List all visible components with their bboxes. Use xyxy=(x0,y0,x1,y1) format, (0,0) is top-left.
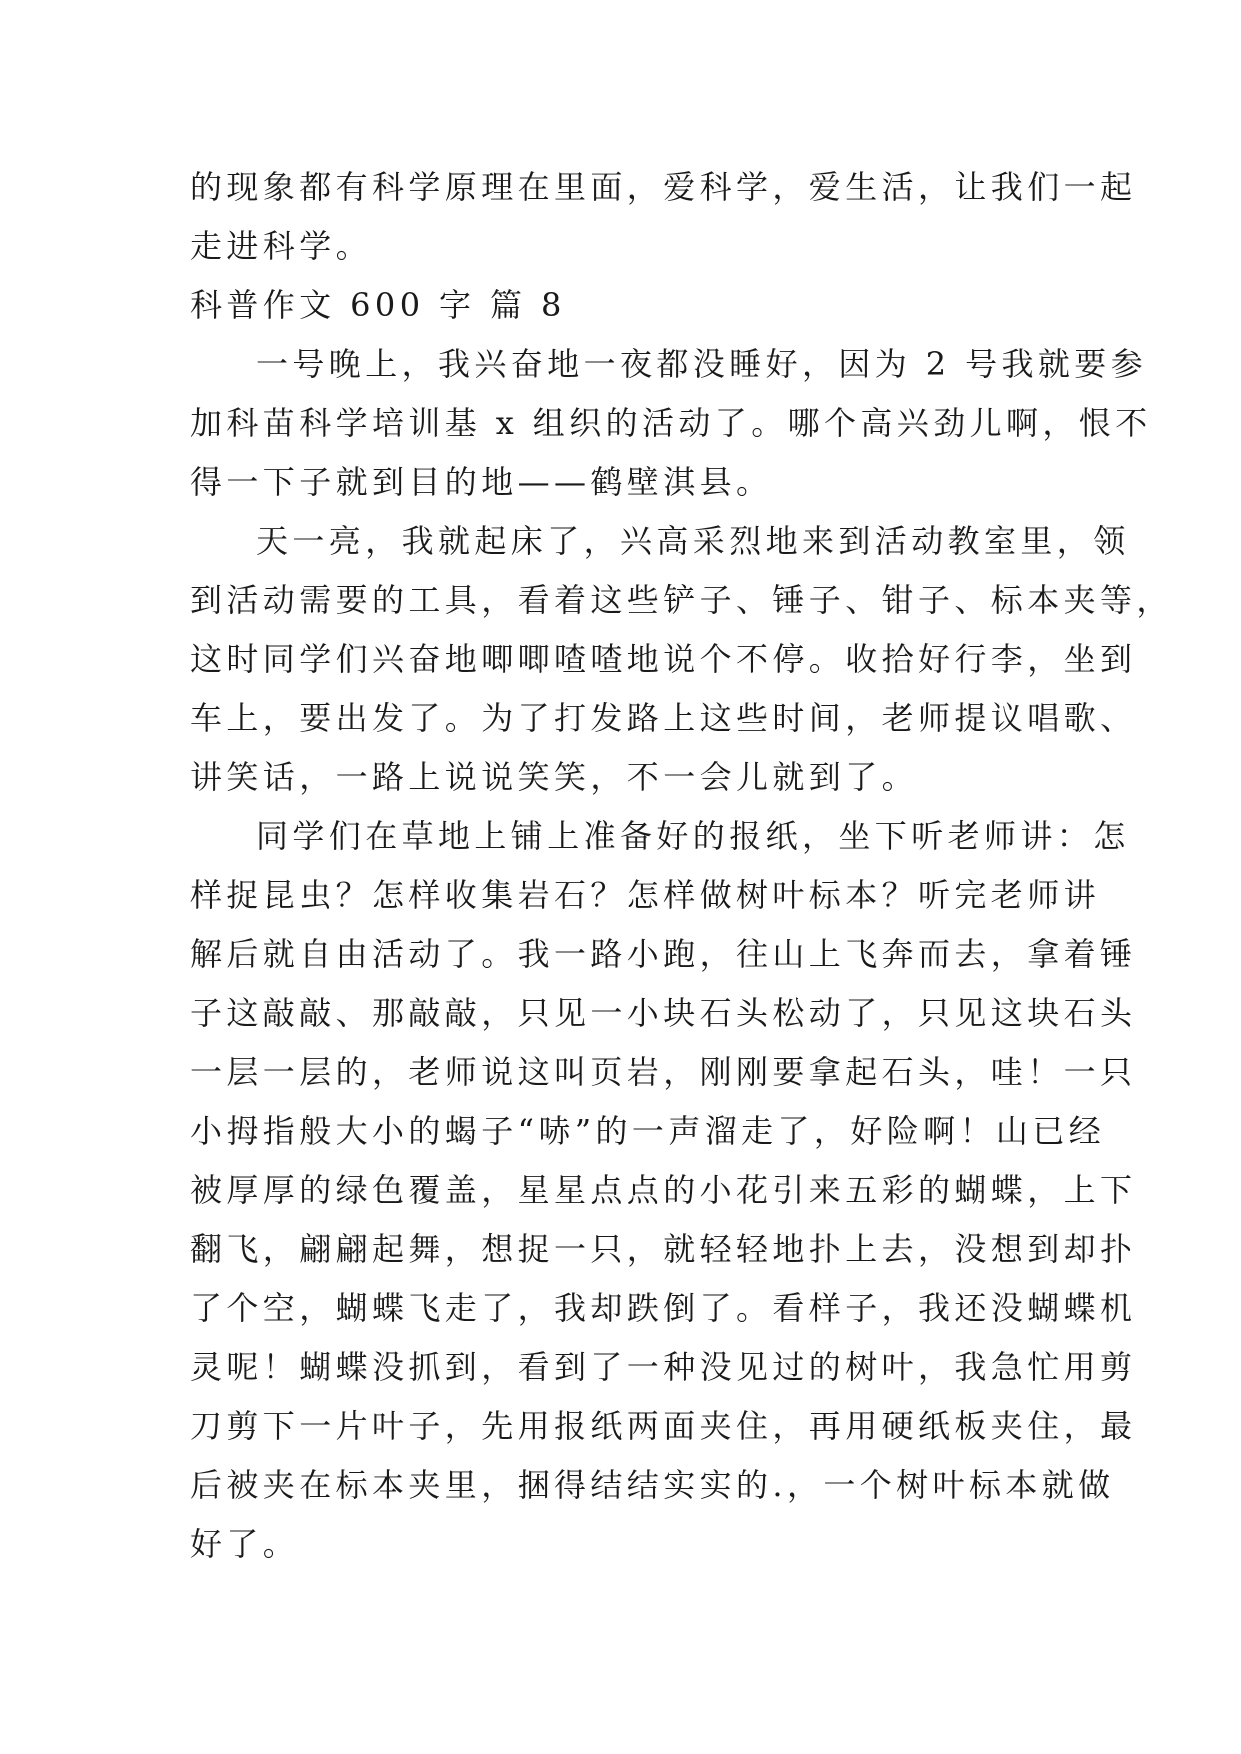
text-line: 样捉昆虫？怎样收集岩石？怎样做树叶标本？听完老师讲 xyxy=(190,876,1101,914)
text-line: 的现象都有科学原理在里面，爱科学，爱生活，让我们一起 xyxy=(190,168,1137,206)
text-line: 一层一层的，老师说这叫页岩，刚刚要拿起石头，哇！一只 xyxy=(190,1053,1137,1091)
text-line: 子这敲敲、那敲敲，只见一小块石头松动了，只见这块石头 xyxy=(190,994,1137,1032)
text-line: 走进科学。 xyxy=(190,227,373,265)
document-page xyxy=(190,158,1173,1574)
text-line: 被厚厚的绿色覆盖，星星点点的小花引来五彩的蝴蝶，上下 xyxy=(190,1171,1137,1209)
text-line: 这时同学们兴奋地唧唧喳喳地说个不停。收拾好行李，坐到 xyxy=(190,640,1137,678)
text-line: 加科苗科学培训基 x 组织的活动了。哪个高兴劲儿啊，恨不 xyxy=(190,404,1152,442)
text-line: 好了。 xyxy=(190,1525,300,1563)
text-line: 小拇指般大小的蝎子“哧”的一声溜走了，好险啊！山已经 xyxy=(190,1112,1106,1150)
paragraph-first-line: 天一亮，我就起床了，兴高采烈地来到活动教室里，领 xyxy=(256,522,1130,560)
section-heading: 科普作文 600 字 篇 8 xyxy=(190,286,566,324)
text-line: 翻飞，翩翩起舞，想捉一只，就轻轻地扑上去，没想到却扑 xyxy=(190,1230,1137,1268)
text-line: 讲笑话，一路上说说笑笑，不一会儿就到了。 xyxy=(190,758,919,796)
paragraph-first-line: 同学们在草地上铺上准备好的报纸，坐下听老师讲：怎 xyxy=(256,817,1130,855)
text-line: 后被夹在标本夹里，捆得结结实实的.，一个树叶标本就做 xyxy=(190,1466,1115,1504)
text-line: 灵呢！蝴蝶没抓到，看到了一种没见过的树叶，我急忙用剪 xyxy=(190,1348,1137,1386)
paragraph-first-line: 一号晚上，我兴奋地一夜都没睡好，因为 2 号我就要参 xyxy=(256,345,1148,383)
text-line: 了个空，蝴蝶飞走了，我却跌倒了。看样子，我还没蝴蝶机 xyxy=(190,1289,1137,1327)
text-line: 刀剪下一片叶子，先用报纸两面夹住，再用硬纸板夹住，最 xyxy=(190,1407,1137,1445)
text-line: 车上，要出发了。为了打发路上这些时间，老师提议唱歌、 xyxy=(190,699,1137,737)
text-line: 得一下子就到目的地——鹤壁淇县。 xyxy=(190,463,773,501)
text-line: 到活动需要的工具，看着这些铲子、锤子、钳子、标本夹等， xyxy=(190,581,1173,619)
text-line: 解后就自由活动了。我一路小跑，往山上飞奔而去，拿着锤 xyxy=(190,935,1137,973)
